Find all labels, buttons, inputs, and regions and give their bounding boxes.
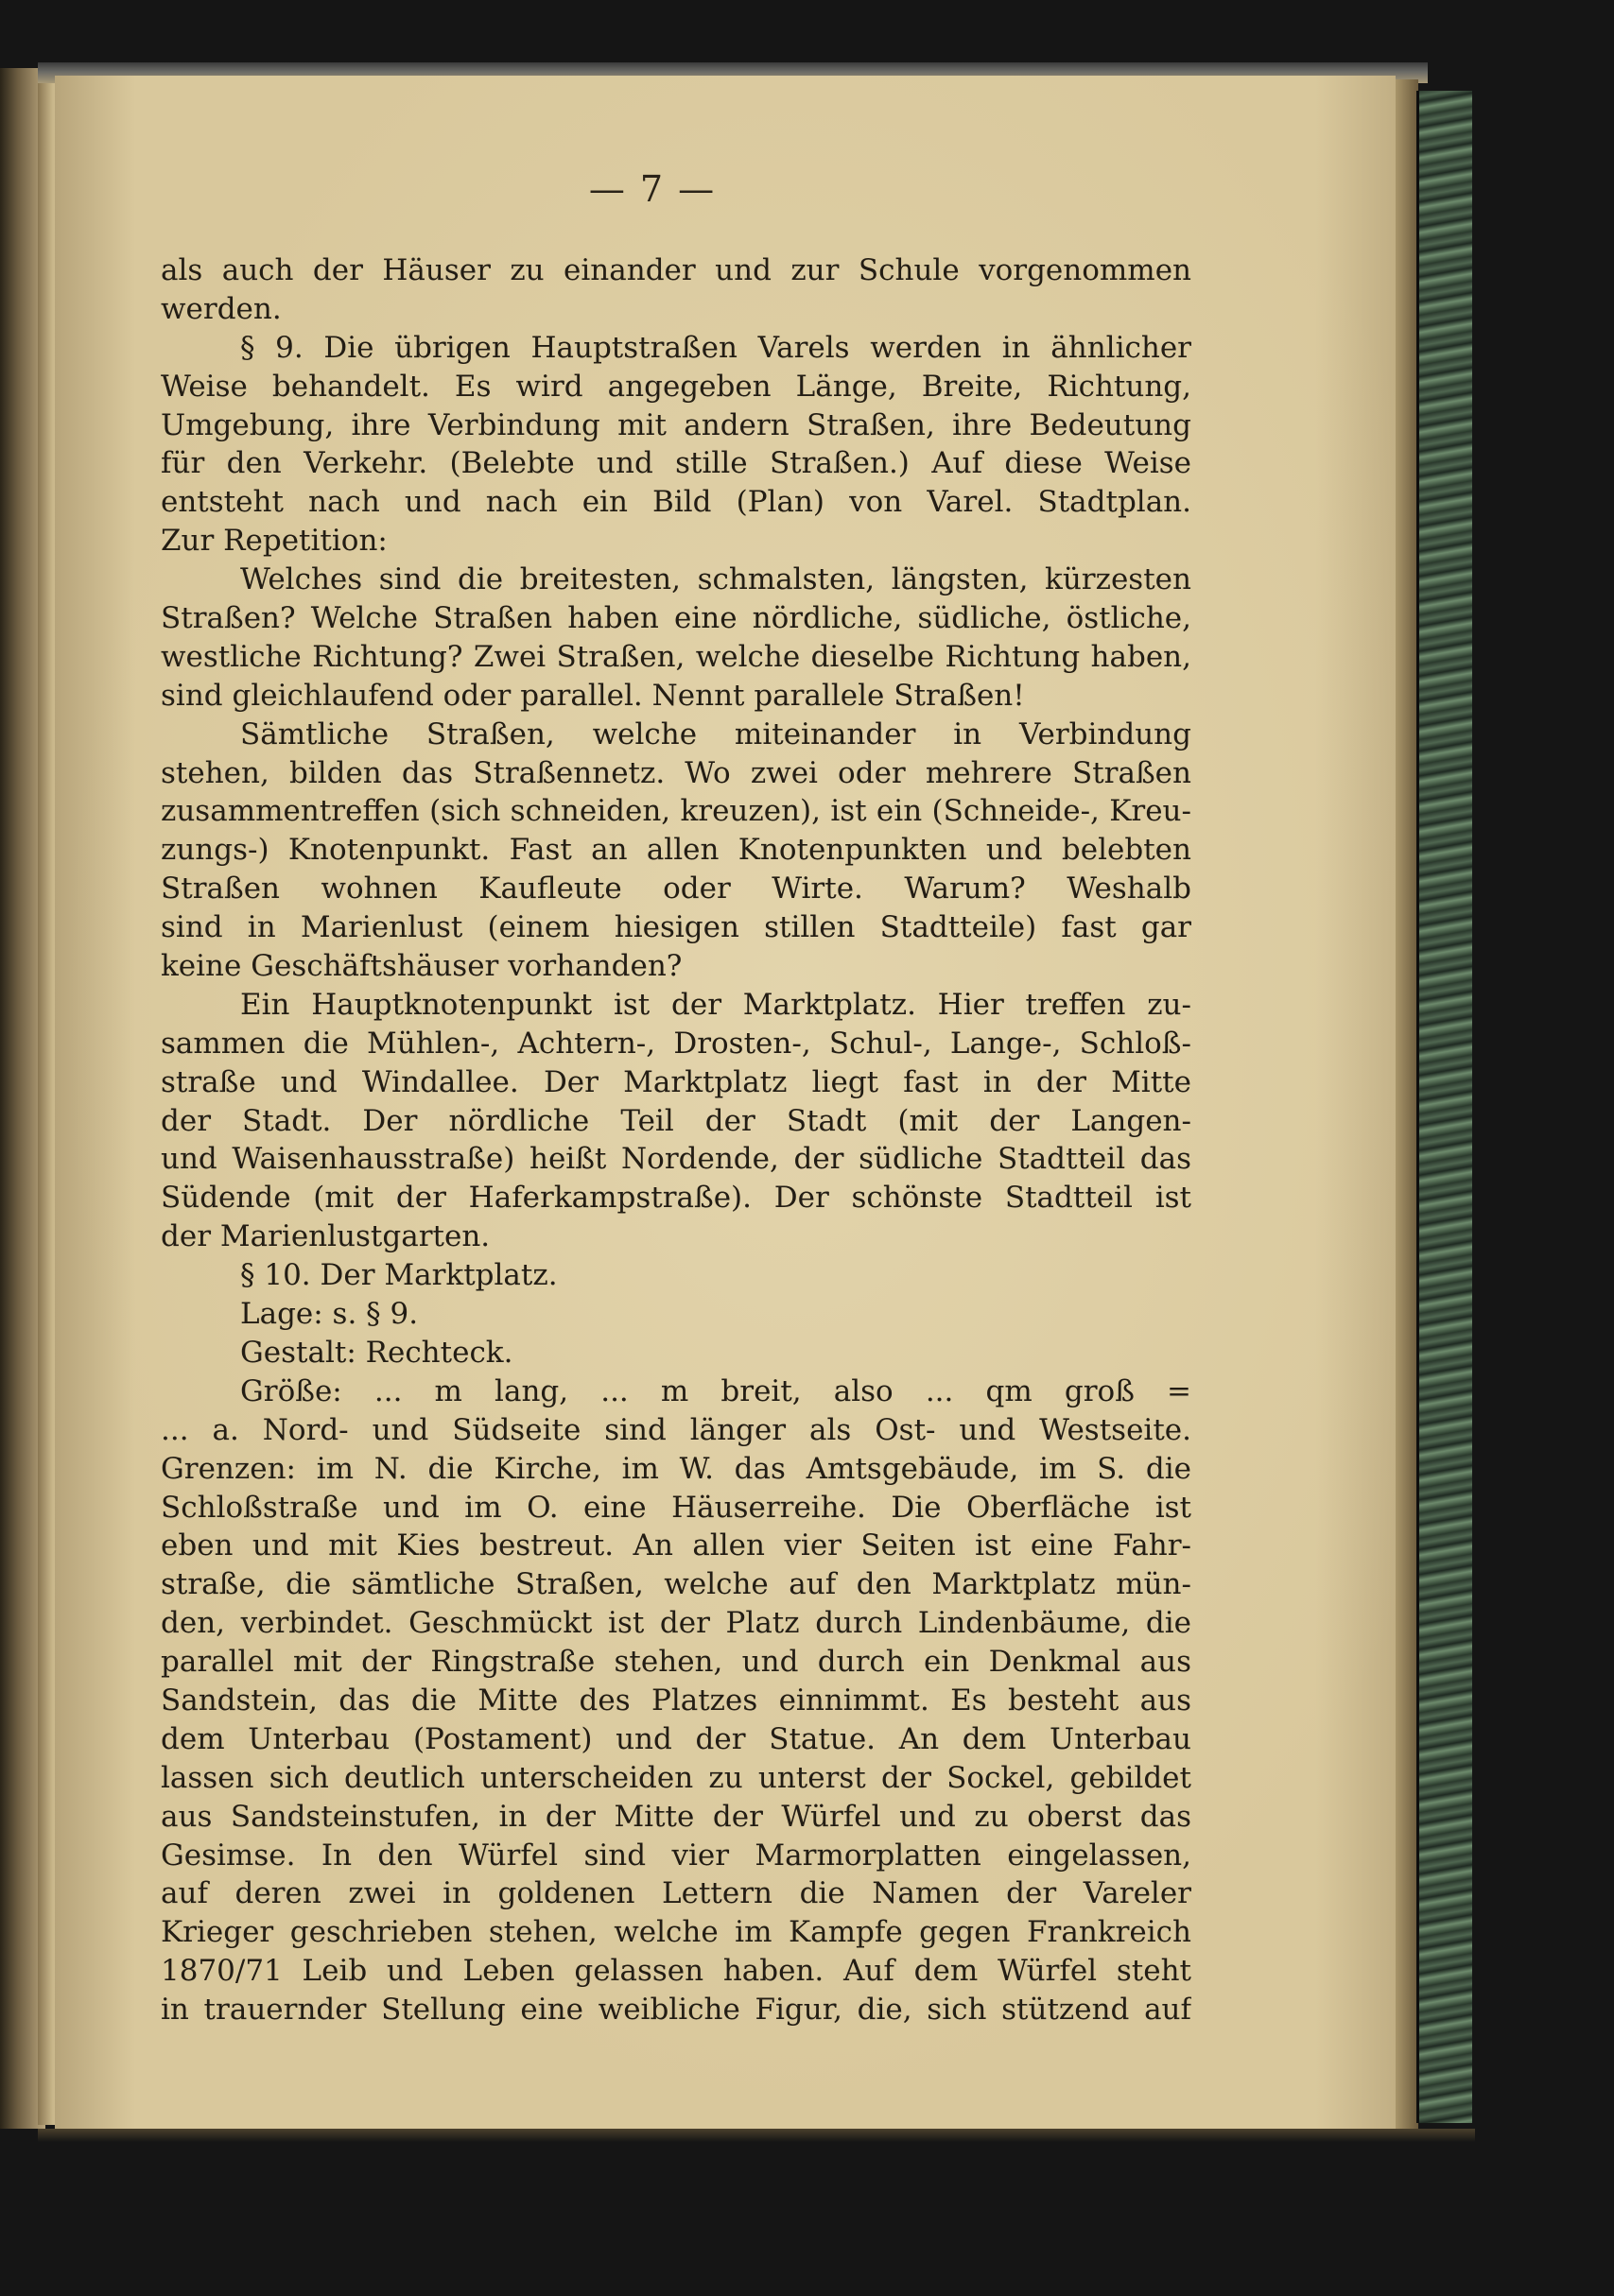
text-line: Sämtliche Straßen, welche miteinander in Verbindung xyxy=(240,716,1191,751)
text-line: zungs-) Knotenpunkt. Fast an allen Knotenpunkten und belebten xyxy=(161,833,1191,868)
text-line: parallel mit der Ringstraße stehen, und durch ein Denkmal aus xyxy=(161,1645,1191,1680)
text-line: 1870/71 Leib und Leben gelassen haben. Auf dem Würfel steht xyxy=(161,1954,1191,1989)
text-line: Gestalt: Rechteck. xyxy=(240,1335,513,1370)
text-line: § 10. Der Marktplatz. xyxy=(240,1258,558,1293)
text-line: Ein Hauptknotenpunkt ist der Marktplatz. Hier treffen zu- xyxy=(240,987,1191,1022)
page-number: — 7 — xyxy=(588,168,717,210)
text-line: westliche Richtung? Zwei Straßen, welche dieselbe Richtung haben, xyxy=(161,639,1191,674)
text-line: Straßen? Welche Straßen haben eine nördliche, südliche, östliche, xyxy=(161,601,1191,636)
text-line: Zur Repetition: xyxy=(161,524,388,559)
text-line: eben und mit Kies bestreut. An allen vier Seiten ist eine Fahr- xyxy=(161,1528,1191,1563)
text-line: Straßen wohnen Kaufleute oder Wirte. Warum? Weshalb xyxy=(161,872,1191,906)
text-line: Größe: ... m lang, ... m breit, also ... qm groß = xyxy=(240,1373,1191,1408)
text-line: Südende (mit der Haferkampstraße). Der schönste Stadtteil ist xyxy=(161,1181,1191,1216)
bottom-shadow xyxy=(38,2129,1475,2142)
text-line: straße, die sämtliche Straßen, welche auf den Marktplatz mün- xyxy=(161,1567,1191,1602)
text-line: Weise behandelt. Es wird angegeben Länge, Breite, Richtung, xyxy=(161,369,1191,404)
text-line: den, verbindet. Geschmückt ist der Platz durch Lindenbäume, die xyxy=(161,1606,1191,1641)
text-line: sammen die Mühlen-, Achtern-, Drosten-, Schul-, Lange-, Schloß- xyxy=(161,1026,1191,1061)
text-line: entsteht nach und nach ein Bild (Plan) von Varel. Stadtplan. xyxy=(161,485,1191,520)
text-line: sind in Marienlust (einem hiesigen stillen Stadtteile) fast gar xyxy=(161,910,1191,945)
text-line: Welches sind die breitesten, schmalsten, längsten, kürzesten xyxy=(240,562,1191,597)
text-line: der Stadt. Der nördliche Teil der Stadt (mit der Langen- xyxy=(161,1103,1191,1138)
text-line: stehen, bilden das Straßennetz. Wo zwei oder mehrere Straßen xyxy=(161,755,1191,790)
text-line: als auch der Häuser zu einander und zur Schule vorgenommen xyxy=(161,253,1191,287)
text-line: Grenzen: im N. die Kirche, im W. das Amtsgebäude, im S. die xyxy=(161,1451,1191,1486)
body-text xyxy=(161,251,1191,2029)
text-line: dem Unterbau (Postament) und der Statue. An dem Unterbau xyxy=(161,1721,1191,1756)
text-line: werden. xyxy=(161,291,282,326)
text-line: für den Verkehr. (Belebte und stille Straßen.) Auf diese Weise xyxy=(161,446,1191,481)
text-line: auf deren zwei in goldenen Lettern die Namen der Vareler xyxy=(161,1876,1191,1911)
marbled-cover-edge xyxy=(1416,91,1472,2123)
text-line: der Marienlustgarten. xyxy=(161,1219,491,1254)
text-line: Gesimse. In den Würfel sind vier Marmorplatten eingelassen, xyxy=(161,1838,1191,1873)
text-line: straße und Windallee. Der Marktplatz liegt fast in der Mitte xyxy=(161,1064,1191,1099)
text-line: § 9. Die übrigen Hauptstraßen Varels werden in ähnlicher xyxy=(240,330,1191,365)
text-line: in trauernder Stellung eine weibliche Figur, die, sich stützend auf xyxy=(161,1993,1191,2028)
text-line: Lage: s. § 9. xyxy=(240,1297,419,1332)
text-line: ... a. Nord- und Südseite sind länger als Ost- und Westseite. xyxy=(161,1412,1191,1447)
text-line: Umgebung, ihre Verbindung mit andern Straßen, ihre Bedeutung xyxy=(161,407,1191,442)
text-line: aus Sandsteinstufen, in der Mitte der Würfel und zu oberst das xyxy=(161,1799,1191,1834)
page-stack-edge xyxy=(1396,79,1418,2131)
text-line: keine Geschäftshäuser vorhanden? xyxy=(161,949,683,984)
text-line: sind gleichlaufend oder parallel. Nennt parallele Straßen! xyxy=(161,678,1025,713)
text-line: Sandstein, das die Mitte des Platzes einnimmt. Es besteht aus xyxy=(161,1683,1191,1718)
text-line: Krieger geschrieben stehen, welche im Kampfe gegen Frankreich xyxy=(161,1915,1191,1950)
text-line: lassen sich deutlich unterscheiden zu unterst der Sockel, gebildet xyxy=(161,1760,1191,1795)
text-line: Schloßstraße und im O. eine Häuserreihe. Die Oberfläche ist xyxy=(161,1490,1191,1525)
text-line: und Waisenhausstraße) heißt Nordende, der südliche Stadtteil das xyxy=(161,1142,1191,1177)
text-line: zusammentreffen (sich schneiden, kreuzen), ist ein (Schneide-, Kreu- xyxy=(161,794,1191,829)
